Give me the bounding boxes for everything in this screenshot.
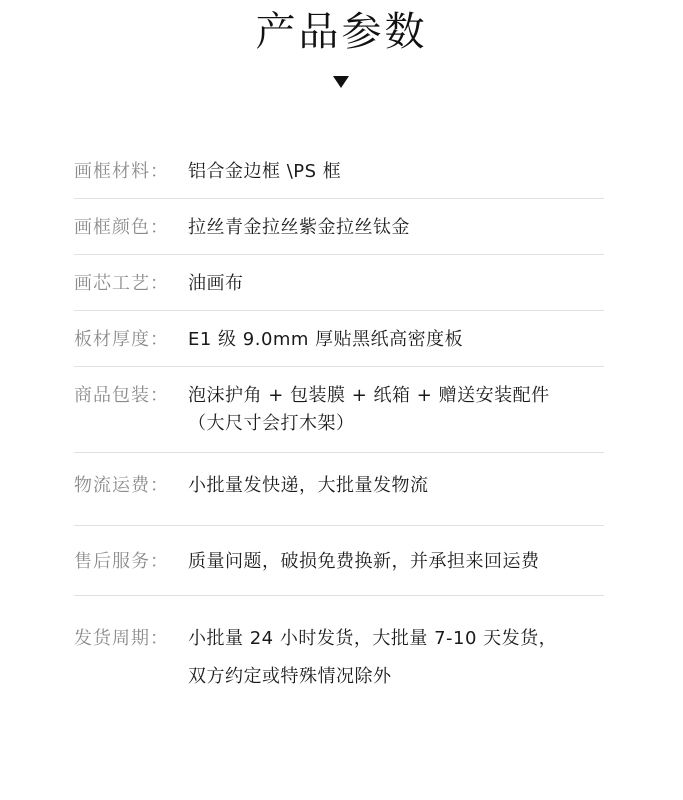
param-value [188, 382, 608, 438]
param-label: 发货周期： [74, 628, 169, 649]
divider [74, 254, 604, 255]
divider [74, 198, 604, 199]
param-value [188, 326, 608, 354]
param-value-line: 拉丝青金拉丝紫金拉丝钛金 [188, 217, 410, 238]
param-value [188, 158, 608, 186]
param-label: 板材厚度： [74, 329, 169, 350]
param-value [188, 270, 608, 298]
param-value-line: 小批量 24 小时发货，大批量 7-10 天发货， [188, 628, 558, 649]
param-value-line: 铝合金边框 \PS 框 [188, 161, 342, 182]
divider [74, 366, 604, 367]
page-title: 产品参数 [255, 9, 428, 55]
param-value-line: 双方约定或特殊情况除外 [188, 666, 392, 687]
param-label: 售后服务： [74, 551, 169, 572]
param-label: 画芯工艺： [74, 273, 169, 294]
param-value-line: （大尺寸会打木架） [188, 413, 355, 434]
param-value-line: E1 级 9.0mm 厚贴黑纸高密度板 [188, 329, 464, 350]
param-value [188, 214, 608, 242]
param-value [188, 472, 608, 500]
param-value-line: 泡沫护角 + 包装膜 + 纸箱 + 赠送安装配件 [188, 385, 550, 406]
divider [74, 525, 604, 526]
param-value [188, 548, 608, 576]
param-label: 画框材料： [74, 161, 169, 182]
param-value-line: 小批量发快递，大批量发物流 [188, 475, 429, 496]
param-value [188, 625, 608, 691]
param-label: 商品包装： [74, 385, 169, 406]
divider [74, 310, 604, 311]
divider [74, 595, 604, 596]
param-value-line: 质量问题，破损免费换新，并承担来回运费 [188, 551, 540, 572]
divider [74, 452, 604, 453]
param-label: 物流运费： [74, 475, 169, 496]
param-value-line: 油画布 [188, 273, 244, 294]
triangle-down-icon [333, 76, 349, 88]
param-label: 画框颜色： [74, 217, 169, 238]
